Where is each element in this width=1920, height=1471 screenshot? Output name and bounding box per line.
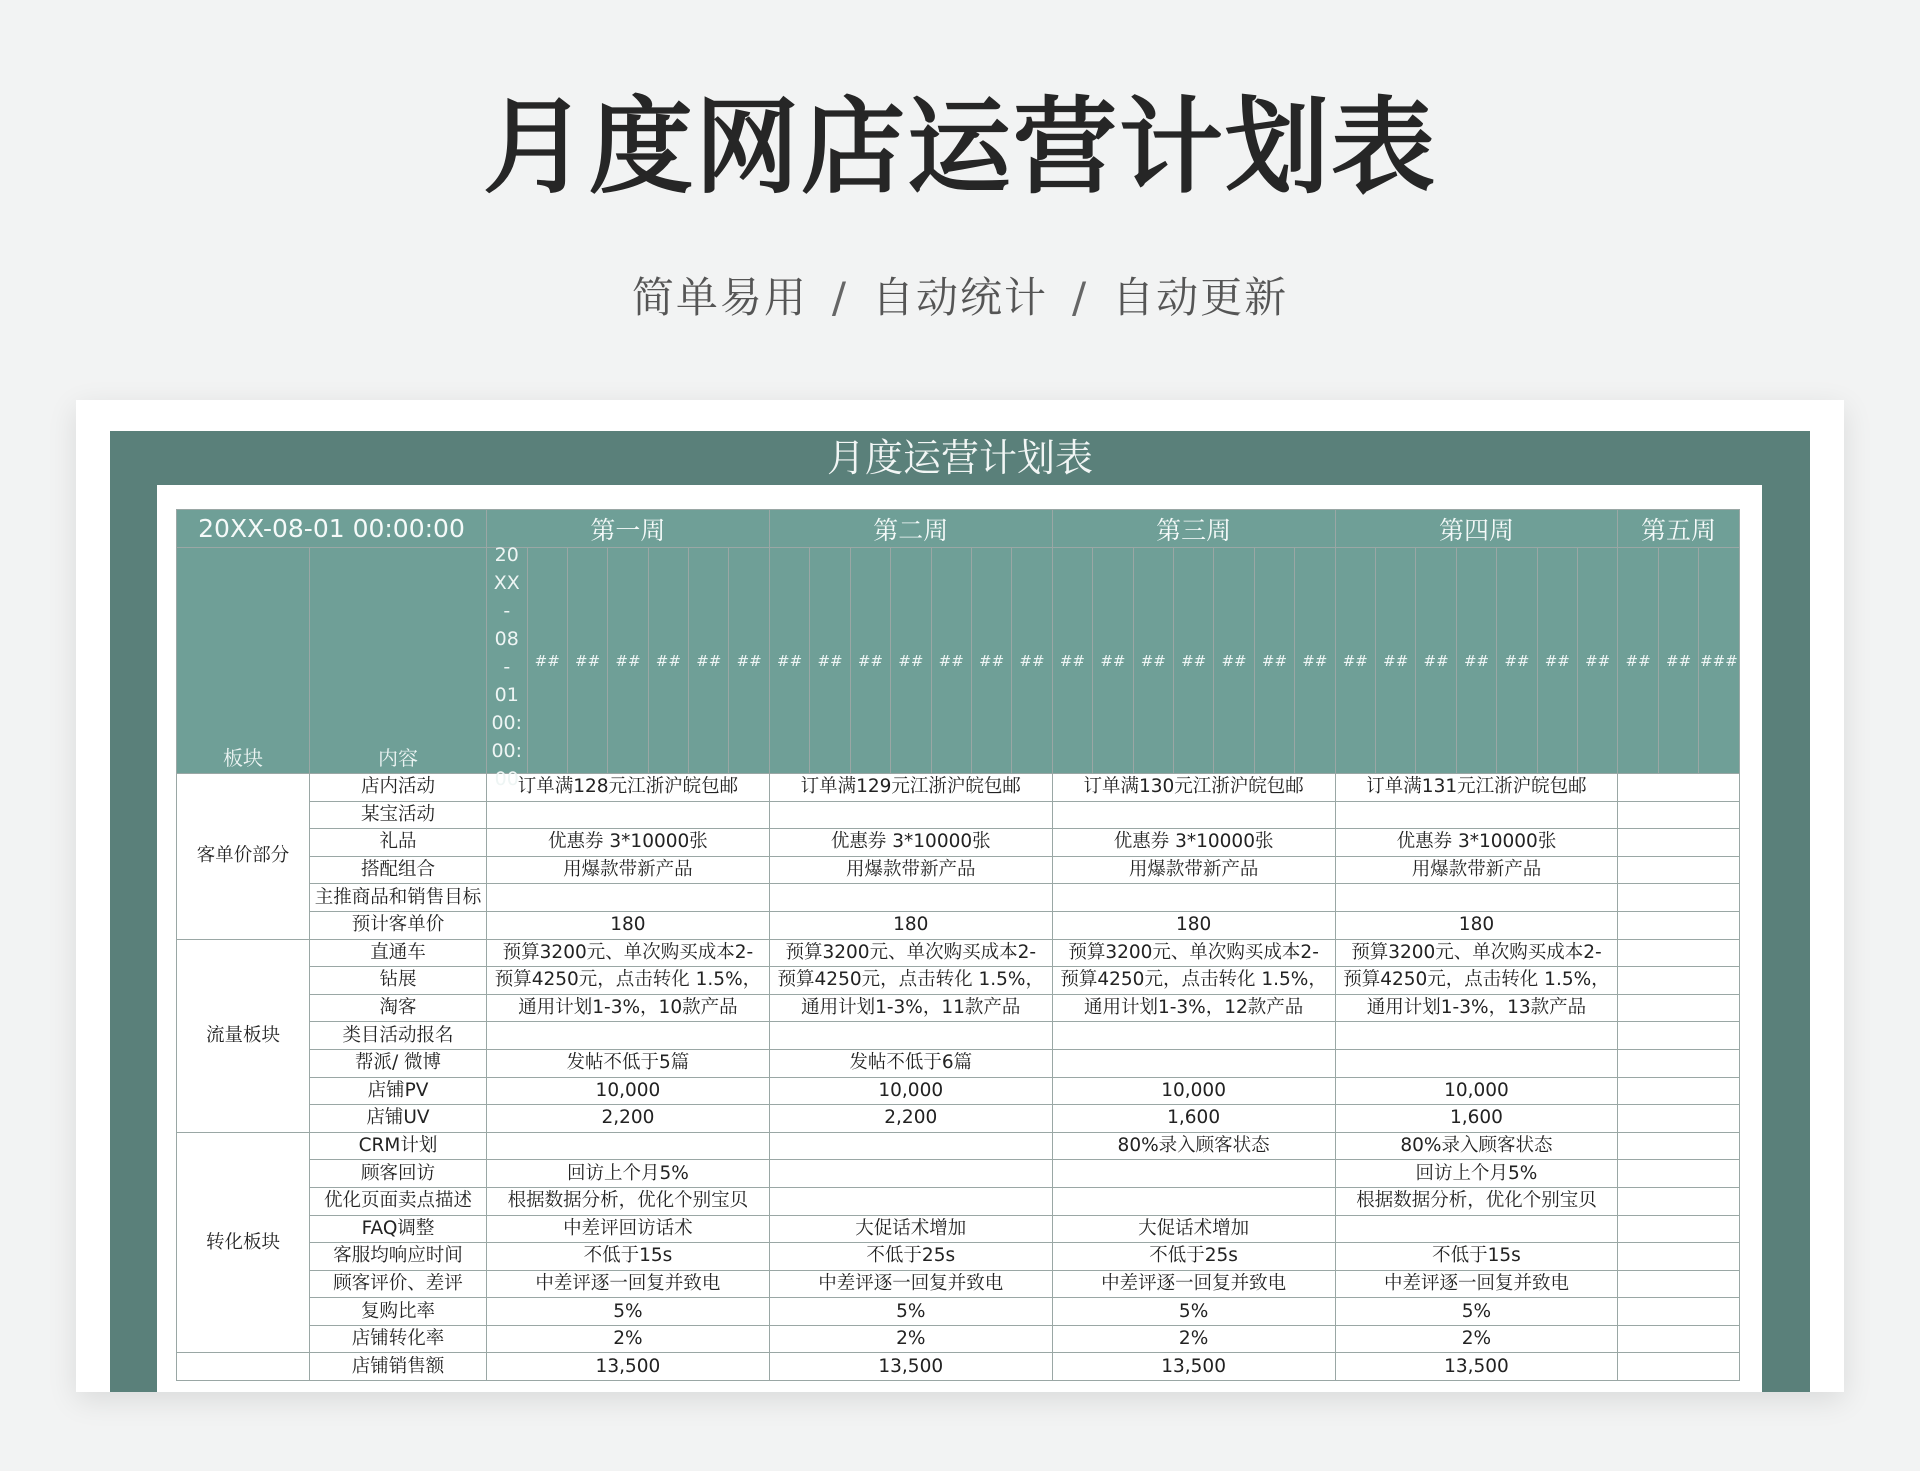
row-label: 店内活动 (310, 774, 487, 802)
table-row (177, 1077, 1740, 1105)
page-subtitle (0, 270, 1920, 326)
week-value-cell (1618, 1077, 1739, 1105)
week-value-cell: 预算4250元，点击转化 1.5%， (1052, 967, 1335, 995)
table-row (177, 1353, 1740, 1381)
row-label: 礼品 (310, 829, 487, 857)
spreadsheet-preview-card (76, 400, 1844, 1392)
row-label: 某宝活动 (310, 801, 487, 829)
day-header-cell: ## (931, 548, 971, 774)
week-value-cell: 13,500 (769, 1353, 1052, 1381)
week-value-cell: 不低于25s (769, 1243, 1052, 1271)
week-value-cell (1618, 1215, 1739, 1243)
table-row (177, 1270, 1740, 1298)
week-value-cell: 订单满131元江浙沪皖包邮 (1335, 774, 1618, 802)
week-value-cell: 用爆款带新产品 (1335, 856, 1618, 884)
week-value-cell: 不低于15s (487, 1243, 770, 1271)
week-value-cell (487, 884, 770, 912)
section-label (177, 1353, 310, 1381)
day-header-cell: ## (1133, 548, 1173, 774)
day-header-cell: ## (1335, 548, 1376, 774)
week-value-cell: 通用计划1-3%，11款产品 (769, 994, 1052, 1022)
day-header-cell: ## (1254, 548, 1294, 774)
table-row (177, 939, 1740, 967)
week-value-cell (769, 801, 1052, 829)
week-value-cell: 13,500 (487, 1353, 770, 1381)
week-value-cell: 用爆款带新产品 (1052, 856, 1335, 884)
day-header-cell: ## (891, 548, 931, 774)
table-row (177, 1022, 1740, 1050)
day-header-cell: ## (1012, 548, 1052, 774)
day-header-cell: ## (729, 548, 769, 774)
week-value-cell: 180 (487, 911, 770, 939)
week-value-cell (1618, 1132, 1739, 1160)
week-value-cell: 2,200 (769, 1105, 1052, 1133)
week-value-cell (1052, 1160, 1335, 1188)
day-header-cell: ## (1376, 548, 1416, 774)
week-value-cell (1052, 801, 1335, 829)
day-header-cell: ## (1173, 548, 1213, 774)
week-value-cell (1618, 856, 1739, 884)
week-value-cell (1618, 801, 1739, 829)
week-value-cell: 2,200 (487, 1105, 770, 1133)
day-header-cell: ## (1416, 548, 1456, 774)
week-value-cell (1335, 1022, 1618, 1050)
week-value-cell: 13,500 (1052, 1353, 1335, 1381)
row-label: 帮派/ 微博 (310, 1049, 487, 1077)
table-row (177, 884, 1740, 912)
plan-table (176, 509, 1740, 1381)
week-value-cell: 5% (1052, 1298, 1335, 1326)
week-value-cell: 180 (1335, 911, 1618, 939)
table-row (177, 1215, 1740, 1243)
vertical-date-fragment: - (503, 656, 511, 678)
day-header-cell: ## (1658, 548, 1698, 774)
table-row (177, 1049, 1740, 1077)
week-value-cell: 预算3200元、单次购买成本2- (769, 939, 1052, 967)
vertical-date-fragment: 20 (494, 544, 519, 566)
table-row (177, 801, 1740, 829)
day-header-cell: ## (1093, 548, 1133, 774)
table-row (177, 1187, 1740, 1215)
page-title: 月度网店运营计划表 (482, 86, 1437, 208)
week-value-cell: 中差评逐一回复并致电 (769, 1270, 1052, 1298)
week-value-cell: 中差评逐一回复并致电 (487, 1270, 770, 1298)
week-value-cell (1618, 1298, 1739, 1326)
table-row (177, 911, 1740, 939)
row-label: 顾客回访 (310, 1160, 487, 1188)
vertical-date-fragment: 01 (494, 684, 519, 706)
week-value-cell (1618, 1187, 1739, 1215)
row-label: CRM计划 (310, 1132, 487, 1160)
subtitle-item: 简单易用 (631, 273, 808, 322)
week-value-cell (1052, 1187, 1335, 1215)
week-value-cell: 不低于15s (1335, 1243, 1618, 1271)
week-value-cell: 优惠券 3*10000张 (487, 829, 770, 857)
table-row (177, 856, 1740, 884)
week-value-cell (769, 1187, 1052, 1215)
week-value-cell: 用爆款带新产品 (487, 856, 770, 884)
day-header-cell: ## (567, 548, 607, 774)
week-value-cell (1335, 884, 1618, 912)
table-row (177, 1160, 1740, 1188)
week-value-cell (1618, 939, 1739, 967)
day-header-cell: ## (971, 548, 1011, 774)
section-label: 转化板块 (177, 1132, 310, 1353)
subtitle-separator: / (1072, 273, 1089, 322)
week-value-cell (1618, 774, 1739, 802)
table-row (177, 1105, 1740, 1133)
week-value-cell (1618, 1270, 1739, 1298)
week-value-cell: 用爆款带新产品 (769, 856, 1052, 884)
vertical-date-fragment: 00: (491, 740, 523, 762)
day-header-cell: ## (648, 548, 688, 774)
table-row (177, 1243, 1740, 1271)
table-row (177, 774, 1740, 802)
week-value-cell: 大促话术增加 (1052, 1215, 1335, 1243)
week-value-cell: 5% (769, 1298, 1052, 1326)
day-header-cell: ## (1052, 548, 1093, 774)
week-value-cell: 订单满128元江浙沪皖包邮 (487, 774, 770, 802)
table-row (177, 1298, 1740, 1326)
subtitle-separator: / (831, 273, 848, 322)
week-value-cell: 根据数据分析，优化个别宝贝 (487, 1187, 770, 1215)
week-value-cell: 预算3200元、单次购买成本2- (1335, 939, 1618, 967)
week-value-cell (1618, 884, 1739, 912)
week-value-cell: 180 (769, 911, 1052, 939)
week-value-cell: 大促话术增加 (769, 1215, 1052, 1243)
week-value-cell (1618, 1160, 1739, 1188)
day-header-cell: ### (1699, 548, 1739, 774)
week-value-cell (1618, 1243, 1739, 1271)
day-header-cell: ## (1214, 548, 1254, 774)
week-value-cell (1335, 1215, 1618, 1243)
day-header-cell: ## (1537, 548, 1577, 774)
section-label: 客单价部分 (177, 774, 310, 940)
vertical-date-fragment: - (503, 600, 511, 622)
week-value-cell: 不低于25s (1052, 1243, 1335, 1271)
week-value-cell: 10,000 (487, 1077, 770, 1105)
week-value-cell (769, 1132, 1052, 1160)
week-value-cell: 2% (487, 1325, 770, 1353)
table-row (177, 1325, 1740, 1353)
row-label: 搭配组合 (310, 856, 487, 884)
sheet-body (157, 485, 1762, 1392)
week-value-cell: 通用计划1-3%，12款产品 (1052, 994, 1335, 1022)
week-value-cell: 预算4250元，点击转化 1.5%， (1335, 967, 1618, 995)
day-header-row (177, 548, 1740, 774)
day-header-cell: ## (527, 548, 567, 774)
week-value-cell: 80%录入顾客状态 (1335, 1132, 1618, 1160)
week-value-cell: 根据数据分析，优化个别宝贝 (1335, 1187, 1618, 1215)
row-label: 主推商品和销售目标 (310, 884, 487, 912)
vertical-date-fragment: 00 (494, 768, 519, 790)
week-value-cell: 回访上个月5% (1335, 1160, 1618, 1188)
week-value-cell: 回访上个月5% (487, 1160, 770, 1188)
week-value-cell: 发帖不低于6篇 (769, 1049, 1052, 1077)
table-row (177, 829, 1740, 857)
row-label: 复购比率 (310, 1298, 487, 1326)
day-header-cell: ## (1295, 548, 1335, 774)
week-value-cell (1618, 1049, 1739, 1077)
week-value-cell: 中差评逐一回复并致电 (1052, 1270, 1335, 1298)
week-value-cell (1618, 994, 1739, 1022)
week-header-1: 第一周 (487, 510, 770, 548)
vertical-date-text (487, 541, 527, 790)
row-label: 店铺销售额 (310, 1353, 487, 1381)
row-label: 顾客评价、差评 (310, 1270, 487, 1298)
date-header-cell: 20XX-08-01 00:00:00 (177, 510, 487, 548)
week-value-cell: 订单满130元江浙沪皖包邮 (1052, 774, 1335, 802)
day-header-cell: ## (608, 548, 648, 774)
row-label: 类目活动报名 (310, 1022, 487, 1050)
week-value-cell: 2% (1335, 1325, 1618, 1353)
table-row (177, 1132, 1740, 1160)
week-value-cell: 13,500 (1335, 1353, 1618, 1381)
row-label: 淘客 (310, 994, 487, 1022)
day-header-cell: ## (810, 548, 850, 774)
vertical-date-fragment: 08 (494, 628, 519, 650)
week-value-cell: 发帖不低于5篇 (487, 1049, 770, 1077)
spreadsheet-frame (110, 431, 1810, 1392)
week-header-2: 第二周 (769, 510, 1052, 548)
day-header-cell (487, 544, 528, 790)
day-header-cell: ## (689, 548, 729, 774)
week-value-cell: 1,600 (1335, 1105, 1618, 1133)
week-value-cell (769, 1160, 1052, 1188)
sheet-title: 月度运营计划表 (826, 436, 1093, 480)
week-value-cell (1618, 829, 1739, 857)
vertical-date-fragment: XX (493, 572, 520, 594)
table-row (177, 967, 1740, 995)
week-value-cell (1618, 967, 1739, 995)
day-header-cell: ## (1618, 548, 1659, 774)
week-value-cell (1618, 1325, 1739, 1353)
week-header-3: 第三周 (1052, 510, 1335, 548)
row-label: 钻展 (310, 967, 487, 995)
row-label: 优化页面卖点描述 (310, 1187, 487, 1215)
week-value-cell: 中差评逐一回复并致电 (1335, 1270, 1618, 1298)
day-header-cell: ## (769, 548, 810, 774)
week-header-4: 第四周 (1335, 510, 1618, 548)
week-value-cell (1618, 1353, 1739, 1381)
week-value-cell: 预算4250元，点击转化 1.5%， (487, 967, 770, 995)
week-header-row (177, 510, 1740, 548)
day-header-cell: ## (1497, 548, 1537, 774)
week-value-cell (1335, 801, 1618, 829)
section-column-header: 板块 (177, 548, 310, 774)
week-value-cell (1618, 1022, 1739, 1050)
week-value-cell: 优惠券 3*10000张 (1335, 829, 1618, 857)
week-value-cell (1618, 911, 1739, 939)
week-value-cell: 通用计划1-3%，13款产品 (1335, 994, 1618, 1022)
section-label: 流量板块 (177, 939, 310, 1132)
week-value-cell: 180 (1052, 911, 1335, 939)
week-value-cell (769, 1022, 1052, 1050)
row-label: 客服均响应时间 (310, 1243, 487, 1271)
week-value-cell: 1,600 (1052, 1105, 1335, 1133)
week-value-cell: 2% (769, 1325, 1052, 1353)
week-value-cell: 预算3200元、单次购买成本2- (487, 939, 770, 967)
row-label: 直通车 (310, 939, 487, 967)
week-value-cell: 10,000 (769, 1077, 1052, 1105)
week-value-cell (1052, 1022, 1335, 1050)
week-value-cell: 优惠券 3*10000张 (1052, 829, 1335, 857)
table-row (177, 994, 1740, 1022)
week-value-cell (1618, 1105, 1739, 1133)
week-header-5: 第五周 (1618, 510, 1739, 548)
day-header-cell: ## (1577, 548, 1617, 774)
content-column-header: 内容 (310, 548, 487, 774)
day-header-cell: ## (850, 548, 890, 774)
week-value-cell (769, 884, 1052, 912)
week-value-cell: 中差评回访话术 (487, 1215, 770, 1243)
subtitle-item: 自动统计 (871, 273, 1048, 322)
week-value-cell: 10,000 (1052, 1077, 1335, 1105)
week-value-cell: 5% (1335, 1298, 1618, 1326)
week-value-cell (1052, 884, 1335, 912)
week-value-cell: 预算3200元、单次购买成本2- (1052, 939, 1335, 967)
week-value-cell: 2% (1052, 1325, 1335, 1353)
subtitle-item: 自动更新 (1112, 273, 1289, 322)
week-value-cell: 优惠券 3*10000张 (769, 829, 1052, 857)
row-label: 预计客单价 (310, 911, 487, 939)
week-value-cell (487, 1132, 770, 1160)
week-value-cell: 通用计划1-3%，10款产品 (487, 994, 770, 1022)
day-header-cell: ## (1456, 548, 1496, 774)
week-value-cell: 预算4250元，点击转化 1.5%， (769, 967, 1052, 995)
week-value-cell: 5% (487, 1298, 770, 1326)
vertical-date-fragment: 00: (491, 712, 523, 734)
week-value-cell (1052, 1049, 1335, 1077)
week-value-cell: 80%录入顾客状态 (1052, 1132, 1335, 1160)
row-label: FAQ调整 (310, 1215, 487, 1243)
week-value-cell: 订单满129元江浙沪皖包邮 (769, 774, 1052, 802)
week-value-cell (487, 1022, 770, 1050)
week-value-cell: 10,000 (1335, 1077, 1618, 1105)
row-label: 店铺PV (310, 1077, 487, 1105)
row-label: 店铺UV (310, 1105, 487, 1133)
week-value-cell (1335, 1049, 1618, 1077)
week-value-cell (487, 801, 770, 829)
row-label: 店铺转化率 (310, 1325, 487, 1353)
